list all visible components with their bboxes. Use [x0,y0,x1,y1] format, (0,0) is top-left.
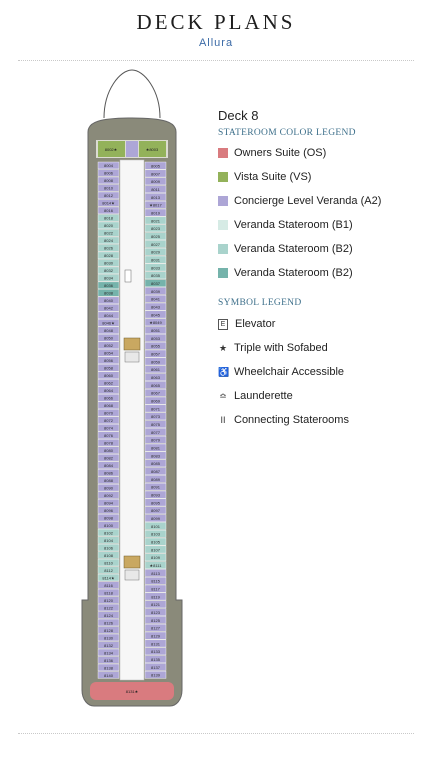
symbol-legend-item [218,412,349,428]
color-legend-item [218,241,353,257]
stateroom-number: 8140 [104,672,113,678]
stateroom-number: 8104 [104,537,113,543]
stateroom-number: 8073 [151,414,160,420]
stateroom-number: 8137 [151,664,160,670]
stateroom-number: 8085 [151,461,160,467]
stateroom-number: 8136 [104,657,113,663]
forward-center-room [126,141,138,157]
bow-outline [104,70,160,118]
elevator-aft [124,556,140,568]
stateroom-number: 8043 [151,304,160,310]
stateroom-number: 8097 [151,508,160,514]
stateroom-number: 8098 [104,515,113,521]
stateroom-number: 8063 [151,374,160,380]
stateroom-number: 8005 [151,163,160,169]
vista-suite-left-label: 8002★ [104,147,118,152]
symbol-legend-heading: SYMBOL LEGEND [218,298,302,308]
stair-aft [125,570,139,580]
color-legend-label: Veranda Stateroom (B1) [234,219,353,231]
elevator-icon: E [218,319,228,330]
stateroom-number: 8058 [104,365,113,371]
stateroom-number: 8125 [151,617,160,623]
stateroom-number: 8123 [151,609,160,615]
stateroom-number: 8101 [151,523,160,529]
stateroom-number: 8069 [151,398,160,404]
stateroom-number: 8071 [151,406,160,412]
symbol-legend-label: Elevator [235,318,276,330]
stateroom-number: 8054 [104,350,113,356]
color-swatch [218,268,228,278]
stateroom-number: 8019 [151,210,160,216]
owners-suite-label: 8131★ [125,689,139,694]
color-legend-item [218,169,311,185]
stateroom-number: 8133 [151,649,160,655]
stateroom-number: 8139 [151,672,160,678]
stateroom-number: 8007 [151,171,160,177]
stateroom-number: ★8017 [149,202,162,208]
color-swatch [218,172,228,182]
stateroom-number: 8040 [104,298,113,304]
stateroom-number: 8109 [151,555,160,561]
stateroom-number: 8121 [151,602,160,608]
stateroom-number: 8050 [104,335,113,341]
stateroom-number: 8090 [104,485,113,491]
stateroom-number: 8074 [104,425,113,431]
stateroom-number: 8105 [151,539,160,545]
stateroom-number: 8132 [104,642,113,648]
stateroom-number: 8106 [104,545,113,551]
stateroom-number: 8038 [104,290,113,296]
stateroom-number: 8115 [151,578,160,584]
color-legend-item [218,265,353,281]
stateroom-number: 8010 [104,185,113,191]
stateroom-number: 8062 [104,380,113,386]
stateroom-number: 8055 [151,343,160,349]
stateroom-number: 8012 [104,193,113,199]
stateroom-number: 8099 [151,515,160,521]
stateroom-number: 8013 [151,194,160,200]
stateroom-number: 8029 [151,249,160,255]
stateroom-number: 8102 [104,530,113,536]
stateroom-number: 8080 [104,447,113,453]
stateroom-number: 8122 [104,605,113,611]
stateroom-number: 8056 [104,358,113,364]
stateroom-number: 8014★ [102,200,115,206]
stateroom-number: 8052 [104,343,113,349]
star-icon: ★ [218,342,228,353]
stateroom-number: 8093 [151,492,160,498]
stateroom-number: 8024 [104,238,113,244]
launderette-block [125,270,131,282]
stateroom-number: 8130 [104,635,113,641]
stateroom-number: 8088 [104,477,113,483]
stateroom-number: 8023 [151,226,160,232]
stateroom-number: 8057 [151,351,160,357]
stateroom-number: 8116 [104,582,113,588]
stateroom-number: 8129 [151,633,160,639]
stateroom-number: 8041 [151,296,160,302]
color-legend-label: Owners Suite (OS) [234,147,327,159]
stateroom-number: 8081 [151,445,160,451]
stateroom-number: 8092 [104,492,113,498]
corridor [120,160,144,680]
stateroom-number: 8008 [104,178,113,184]
launderette-icon: ≏ [219,390,227,401]
stateroom-number: 8138 [104,665,113,671]
color-legend-label: Concierge Level Veranda (A2) [234,195,382,207]
symbol-legend-item [218,364,344,380]
stateroom-number: 8048 [104,328,113,334]
stateroom-number: 8039 [151,288,160,294]
stateroom-number: 8076 [104,432,113,438]
color-legend-label: Vista Suite (VS) [234,171,312,183]
color-swatch [218,148,228,158]
stateroom-number: 8079 [151,437,160,443]
color-swatch [218,244,228,254]
stateroom-number: 8128 [104,627,113,633]
stateroom-number: 8108 [104,552,113,558]
symbol-legend-label: Launderette [234,390,293,402]
stateroom-number: 8027 [151,241,160,247]
stateroom-number: 8072 [104,418,113,423]
stateroom-number: 8091 [151,484,160,490]
connecting-icon: II [220,415,226,425]
stateroom-number: 8045 [151,312,160,318]
stateroom-number: 8095 [151,500,160,506]
stateroom-number: 8113 [151,570,160,576]
deck-title: Deck 8 [218,108,259,123]
stateroom-number: 8065 [151,382,160,388]
color-legend-heading: STATEROOM COLOR LEGEND [218,128,356,138]
stateroom-number: 8103 [151,531,160,537]
stateroom-number: 8112 [104,567,113,573]
stateroom-number: 8034 [104,275,113,281]
stateroom-number: 8118 [104,590,113,596]
stateroom-number: 8068 [104,403,113,409]
stateroom-number: 8120 [104,597,113,603]
stateroom-number: 8070 [104,410,113,416]
symbol-legend-item [218,316,275,332]
stateroom-number: 8075 [151,421,160,427]
stateroom-number: 8082 [104,455,113,461]
stateroom-number: 8094 [104,500,113,506]
stateroom-number: 8042 [104,305,113,311]
stateroom-number: 8036 [104,283,113,289]
stateroom-number: 8117 [151,586,160,592]
stateroom-number: 8078 [104,440,113,446]
stateroom-number: ★8111 [149,562,162,568]
stateroom-number: 8026 [104,245,113,251]
stateroom-number: 8135 [151,656,160,662]
stateroom-number: 8020 [104,223,113,229]
stateroom-number: 8124 [104,612,113,618]
stateroom-number: 8114★ [102,575,115,581]
stateroom-number: 8083 [151,453,160,459]
stateroom-number: 8089 [151,476,160,482]
stateroom-number: 8110 [104,560,113,566]
stateroom-number: 8018 [104,215,113,221]
stateroom-number: 8031 [151,257,160,263]
stateroom-number: 8006 [104,170,113,176]
stateroom-number: 8030 [104,260,113,266]
stateroom-number: 8044 [104,313,113,319]
stateroom-number: 8119 [151,594,160,600]
color-legend-label: Veranda Stateroom (B2) [234,267,353,279]
symbol-legend-label: Wheelchair Accessible [234,366,345,378]
wheelchair-icon: ♿ [218,366,230,377]
stateroom-number: 8032 [104,268,113,274]
color-legend-item [218,217,353,233]
elevator-forward [124,338,140,350]
color-swatch [218,196,228,206]
stateroom-number: 8067 [151,390,160,396]
stateroom-number: 8046★ [102,320,115,326]
stateroom-number: ★8049 [149,320,162,326]
page-title: DECK PLANS [136,10,296,34]
vista-suite-right-label: ★8003 [145,147,159,152]
stateroom-number: 8126 [104,620,113,626]
stateroom-number: 8131 [151,641,160,647]
stateroom-number: 8004 [104,163,113,169]
stateroom-number: 8107 [151,547,160,553]
symbol-legend-label: Triple with Sofabed [234,342,328,354]
symbol-legend-label: Connecting Staterooms [234,414,349,426]
ship-name: Allura [198,37,234,49]
stateroom-number: 8077 [151,429,160,435]
stateroom-number: 8053 [151,335,160,341]
stateroom-number: 8086 [104,470,113,476]
stateroom-number: 8051 [151,327,160,333]
stateroom-number: 8021 [151,218,160,224]
stateroom-number: 8060 [104,373,113,379]
stateroom-number: 8064 [104,388,113,394]
color-legend-label: Veranda Stateroom (B2) [234,243,353,255]
symbol-legend-item [218,388,293,404]
stateroom-number: 8127 [151,625,160,631]
color-legend-item [218,193,381,209]
stateroom-number: 8011 [151,186,160,192]
stateroom-number: 8035 [151,273,160,279]
stateroom-number: 8022 [104,230,113,236]
stateroom-number: 8061 [151,367,160,373]
stateroom-number: 8009 [151,179,160,185]
stateroom-number: 8028 [104,253,113,259]
color-swatch [218,220,228,230]
stateroom-number: 8025 [151,233,160,239]
symbol-legend-item [218,340,328,356]
stateroom-number: 8059 [151,359,160,365]
stateroom-number: 8087 [151,468,160,474]
stateroom-number: 8016 [104,208,113,214]
stateroom-number: 8037 [151,280,160,286]
stair-forward [125,352,139,362]
stateroom-number: 8100 [104,522,113,528]
stateroom-number: 8096 [104,507,113,513]
stateroom-number: 8084 [104,462,113,468]
stateroom-number: 8033 [151,265,160,271]
stateroom-number: 8066 [104,395,113,401]
stateroom-number: 8134 [104,650,113,656]
color-legend-item [218,145,326,161]
